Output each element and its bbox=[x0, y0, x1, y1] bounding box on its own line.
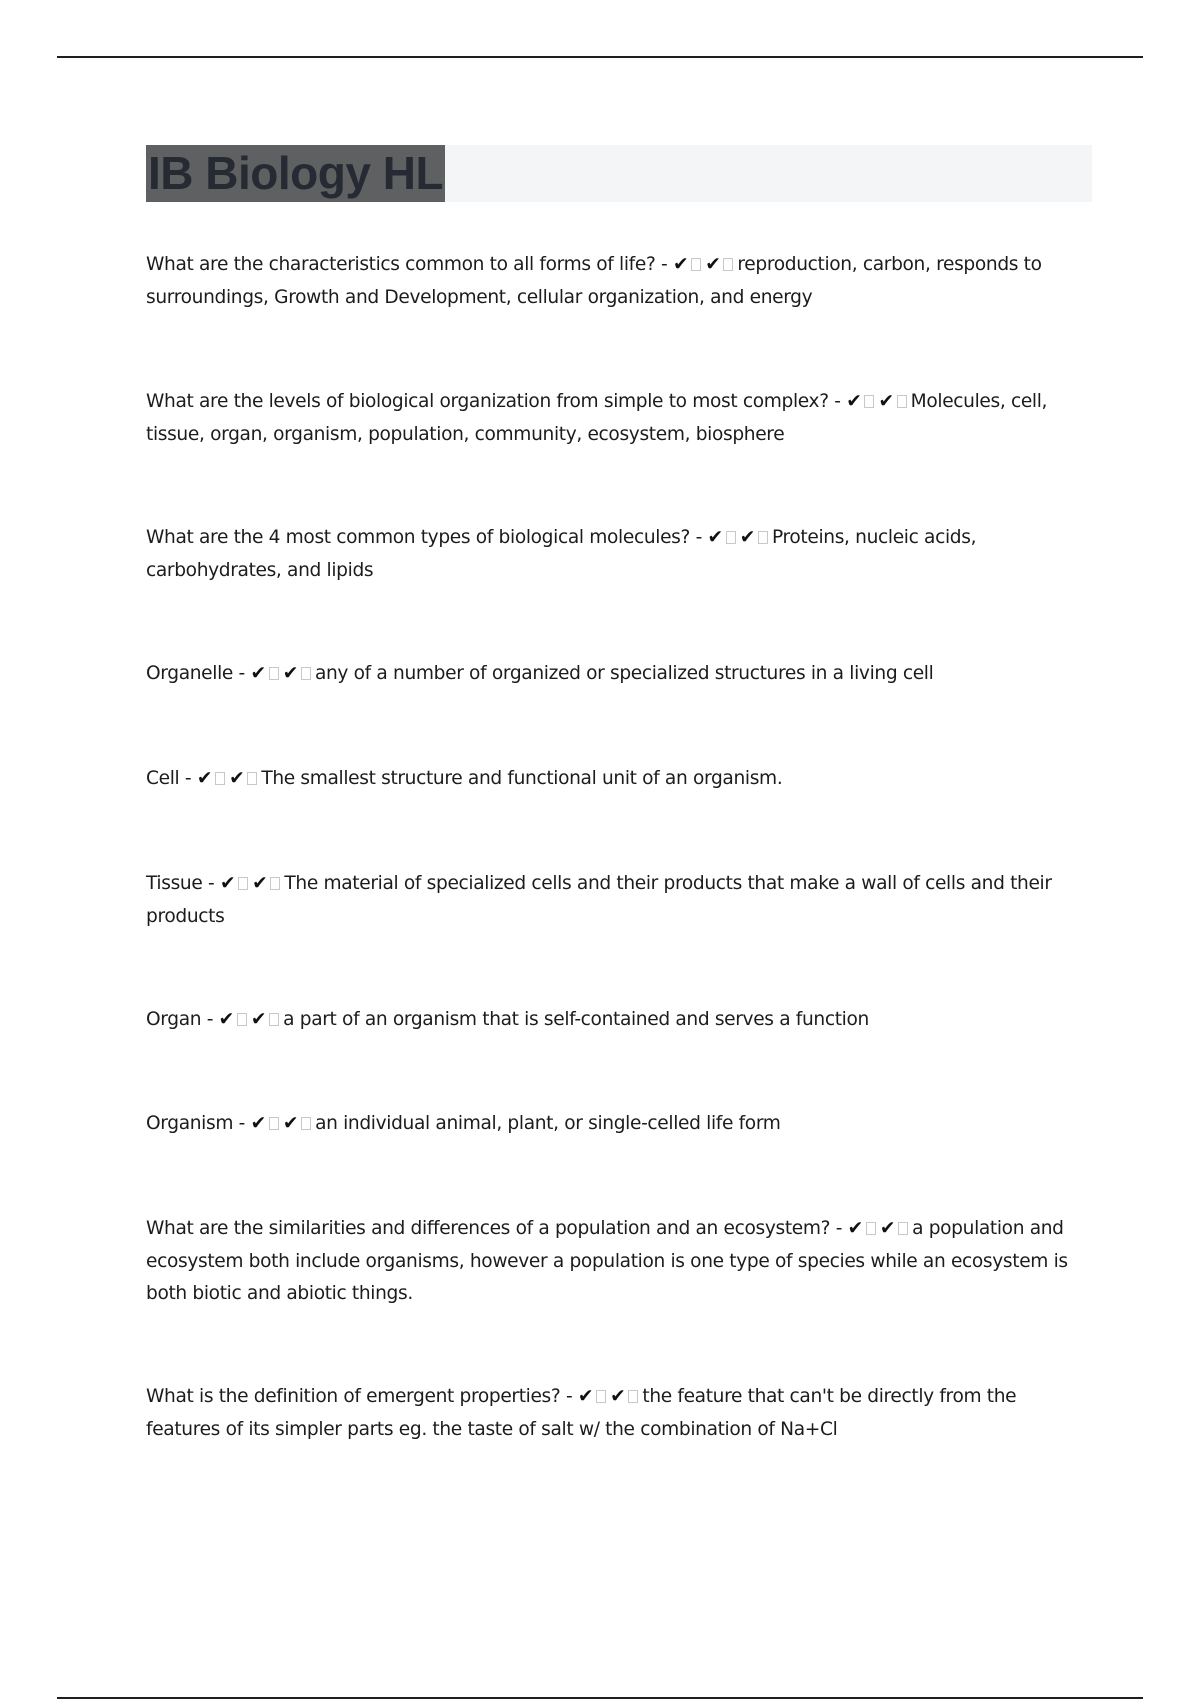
question-text: What are the 4 most common types of biological molecules? bbox=[146, 527, 691, 548]
answer-text: Proteins, nucleic acids, carbohydrates, and lipids bbox=[146, 527, 977, 581]
missing-glyph-icon bbox=[237, 1013, 247, 1026]
check-icon: ✔ bbox=[705, 254, 721, 275]
qa-entry bbox=[146, 522, 1091, 587]
missing-glyph-icon bbox=[723, 258, 733, 271]
missing-glyph-icon bbox=[301, 667, 311, 680]
separator: - bbox=[233, 663, 251, 684]
answer-text: any of a number of organized or specialized structures in a living cell bbox=[314, 663, 934, 684]
separator: - bbox=[560, 1386, 578, 1407]
missing-glyph-icon bbox=[301, 1117, 311, 1130]
missing-glyph-icon bbox=[897, 395, 907, 408]
missing-glyph-icon bbox=[864, 395, 874, 408]
missing-glyph-icon bbox=[866, 1222, 876, 1235]
question-text: Organelle bbox=[146, 663, 233, 684]
separator: - bbox=[655, 254, 673, 275]
qa-entry bbox=[146, 1381, 1091, 1446]
qa-entry bbox=[146, 1004, 1091, 1037]
missing-glyph-icon bbox=[269, 1117, 279, 1130]
separator: - bbox=[202, 873, 220, 894]
check-icon: ✔ bbox=[250, 1009, 267, 1030]
missing-glyph-icon bbox=[758, 531, 768, 544]
check-icon: ✔ bbox=[707, 527, 723, 548]
missing-glyph-icon bbox=[628, 1390, 638, 1403]
missing-glyph-icon bbox=[269, 1013, 279, 1026]
answer-text: the feature that can't be directly from the features of its simpler parts eg. the taste of salt w/ the combination of Na+Cl bbox=[146, 1386, 1017, 1440]
question-text: Cell bbox=[146, 768, 180, 789]
check-icon: ✔ bbox=[847, 1218, 863, 1239]
check-icon: ✔ bbox=[229, 768, 245, 789]
answer-text: reproduction, carbon, responds to surroundings, Growth and Development, cellular organization, and energy bbox=[146, 254, 1042, 308]
check-icon: ✔ bbox=[577, 1386, 594, 1407]
qa-entry bbox=[146, 1108, 1091, 1141]
qa-entry bbox=[146, 1213, 1091, 1311]
answer-text: a part of an organism that is self-contained and serves a function bbox=[283, 1009, 869, 1030]
missing-glyph-icon bbox=[238, 877, 248, 890]
question-text: What is the definition of emergent properties? bbox=[146, 1386, 561, 1407]
answer-text: Molecules, cell, tissue, organ, organism, population, community, ecosystem, biosphere bbox=[146, 391, 1048, 445]
question-text: What are the similarities and differences of a population and an ecosystem? bbox=[146, 1218, 831, 1239]
missing-glyph-icon bbox=[726, 531, 736, 544]
separator: - bbox=[233, 1113, 251, 1134]
check-icon: ✔ bbox=[250, 1113, 266, 1134]
check-icon: ✔ bbox=[846, 391, 862, 412]
missing-glyph-icon bbox=[898, 1222, 908, 1235]
missing-glyph-icon bbox=[247, 772, 257, 785]
missing-glyph-icon bbox=[270, 877, 280, 890]
separator: - bbox=[201, 1009, 219, 1030]
check-icon: ✔ bbox=[196, 768, 213, 789]
qa-entry bbox=[146, 868, 1091, 933]
check-icon: ✔ bbox=[672, 254, 689, 275]
top-rule bbox=[57, 56, 1143, 58]
bottom-rule bbox=[57, 1697, 1143, 1699]
qa-entry bbox=[146, 386, 1091, 451]
missing-glyph-icon bbox=[691, 258, 701, 271]
qa-entry bbox=[146, 249, 1091, 314]
check-icon: ✔ bbox=[739, 527, 755, 548]
question-text: What are the characteristics common to all forms of life? bbox=[146, 254, 656, 275]
missing-glyph-icon bbox=[596, 1390, 606, 1403]
question-text: Tissue bbox=[146, 873, 203, 894]
qa-entry bbox=[146, 763, 1091, 796]
question-text: Organism bbox=[146, 1113, 234, 1134]
answer-text: The smallest structure and functional unit of an organism. bbox=[261, 768, 783, 789]
check-icon: ✔ bbox=[610, 1386, 626, 1407]
answer-text: The material of specialized cells and their products that make a wall of cells and their products bbox=[146, 873, 1052, 927]
qa-entry bbox=[146, 658, 1091, 691]
page-title: IB Biology HL bbox=[146, 145, 445, 202]
question-text: Organ bbox=[146, 1009, 202, 1030]
separator: - bbox=[179, 768, 197, 789]
separator: - bbox=[690, 527, 708, 548]
check-icon: ✔ bbox=[218, 1009, 234, 1030]
check-icon: ✔ bbox=[252, 873, 268, 894]
separator: - bbox=[828, 391, 847, 412]
check-icon: ✔ bbox=[219, 873, 236, 894]
check-icon: ✔ bbox=[282, 1113, 299, 1134]
check-icon: ✔ bbox=[250, 663, 266, 684]
check-icon: ✔ bbox=[282, 663, 298, 684]
missing-glyph-icon bbox=[269, 667, 279, 680]
check-icon: ✔ bbox=[879, 1218, 896, 1239]
answer-text: a population and ecosystem both include organisms, however a population is one type of species while an ecosystem is both biotic and abiotic things. bbox=[146, 1218, 1068, 1304]
missing-glyph-icon bbox=[215, 772, 225, 785]
separator: - bbox=[830, 1218, 848, 1239]
check-icon: ✔ bbox=[878, 391, 894, 412]
answer-text: an individual animal, plant, or single-celled life form bbox=[315, 1113, 781, 1134]
question-text: What are the levels of biological organization from simple to most complex? bbox=[146, 391, 829, 412]
